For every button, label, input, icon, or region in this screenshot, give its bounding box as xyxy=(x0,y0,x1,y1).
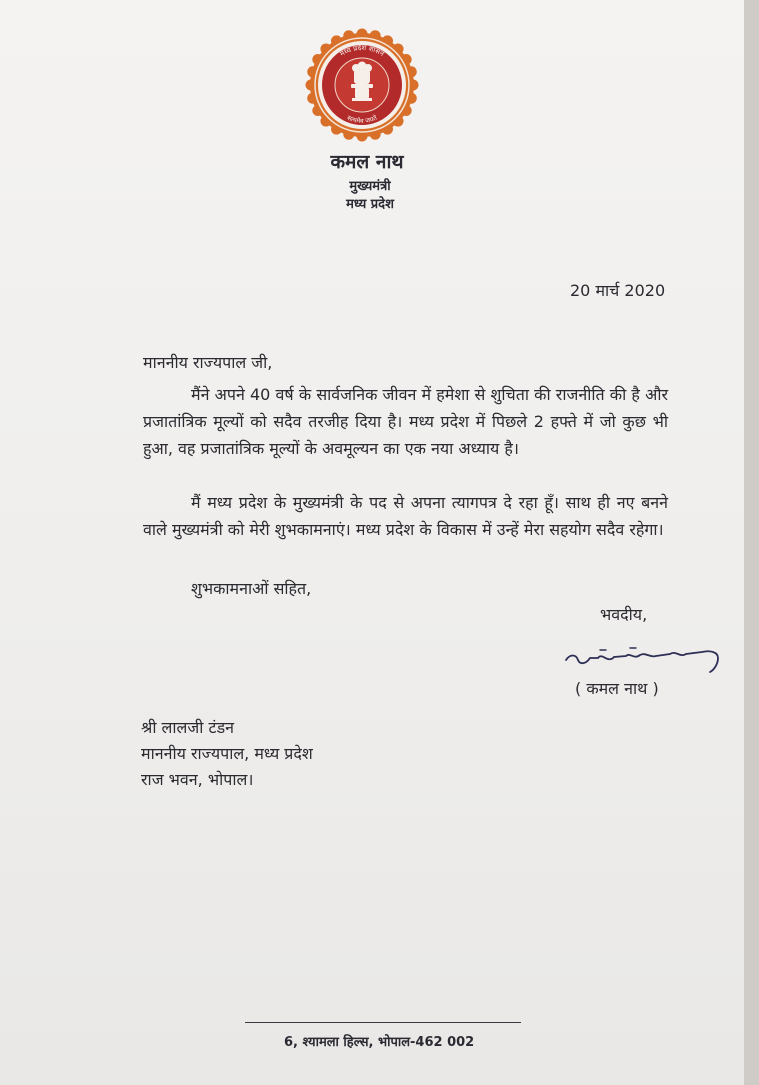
letterhead-state: मध्य प्रदेश xyxy=(346,197,394,212)
letterhead-title: मुख्यमंत्री xyxy=(349,179,391,194)
handwritten-signature xyxy=(560,640,725,680)
salutation: माननीय राज्यपाल जी, xyxy=(143,353,273,372)
emblem-bottom-text: सत्यमेव जयते xyxy=(345,113,379,126)
emblem-top-text: मध्य प्रदेश शासन xyxy=(338,43,386,59)
addressee-designation: माननीय राज्यपाल, मध्य प्रदेश xyxy=(141,744,313,763)
mp-government-emblem xyxy=(305,28,419,142)
page-edge-shadow xyxy=(744,0,759,1085)
addressee-name: श्री लालजी टंडन xyxy=(141,718,235,737)
signatory-name: ( कमल नाथ ) xyxy=(575,679,659,698)
valediction: भवदीय, xyxy=(600,605,648,624)
letterhead-name: कमल नाथ xyxy=(330,151,404,173)
footer-address: 6, श्यामला हिल्स, भोपाल-462 002 xyxy=(284,1035,475,1050)
letter-date: 20 मार्च 2020 xyxy=(570,281,666,300)
closing-line: शुभकामनाओं सहित, xyxy=(191,579,312,598)
footer-divider xyxy=(245,1022,521,1023)
body-paragraph: मैंने अपने 40 वर्ष के सार्वजनिक जीवन में हमेशा से शुचिता की राजनीति की है और प्रजातांत्रिक मूल्यों को सदैव तरजीह दिया है। मध्य प्रदेश में पिछले 2 हफ्ते में जो कुछ भी हुआ, वह प्रजातांत्रिक मूल्यों के अवमूल्यन का एक नया अध्याय है। xyxy=(143,385,668,458)
addressee-address: राज भवन, भोपाल। xyxy=(141,770,254,789)
body-paragraph: मैं मध्य प्रदेश के मुख्यमंत्री के पद से अपना त्यागपत्र दे रहा हूँ। साथ ही नए बनने वाले मुख्यमंत्री को मेरी शुभकामनाएं। मध्य प्रदेश के विकास में उन्हें मेरा सहयोग सदैव रहेगा। xyxy=(143,493,668,539)
